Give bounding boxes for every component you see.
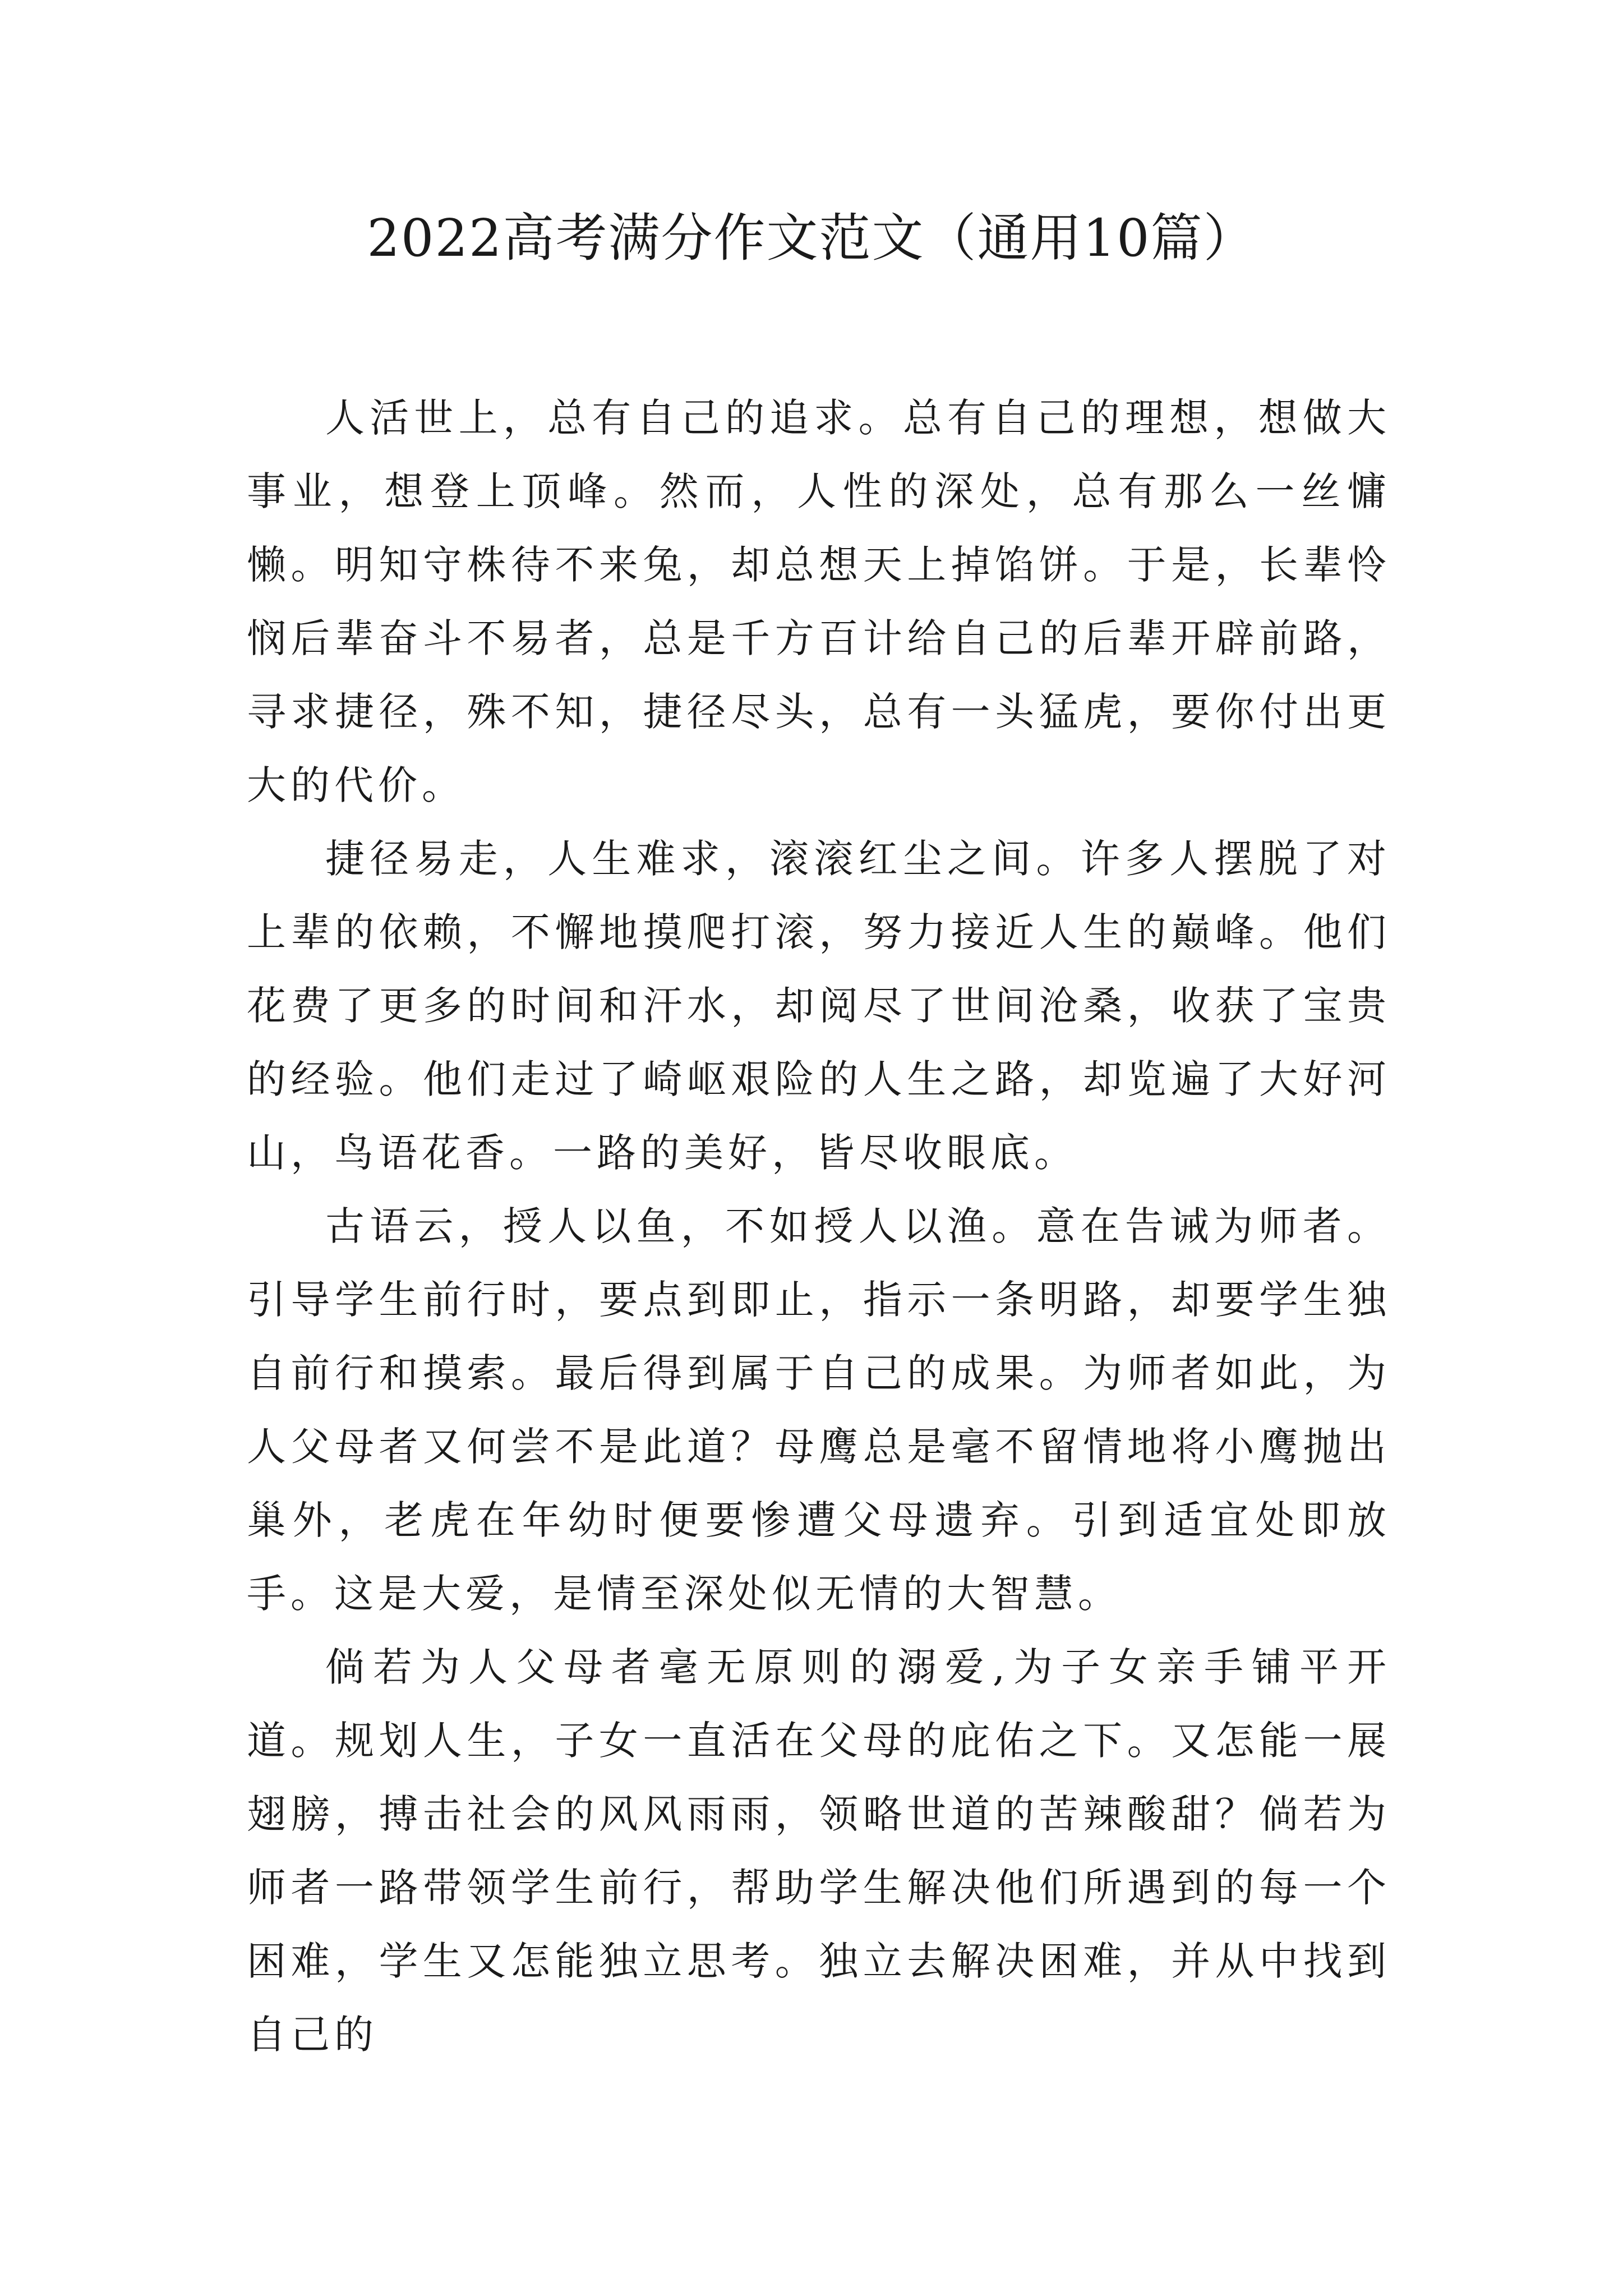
- paragraph-1: 人活世上，总有自己的追求。总有自己的理想，想做大事业，想登上顶峰。然而，人性的深处，总有那么一丝慵懒。明知守株待不来兔，却总想天上掉馅饼。于是，长辈怜悯后辈奋斗不易者，总是千方百计给自己的后辈开辟前路，寻求捷径，殊不知，捷径尽头，总有一头猛虎，要你付出更大的代价。: [247, 395, 1391, 808]
- paragraph-3: 古语云，授人以鱼，不如授人以渔。意在告诫为师者。引导学生前行时，要点到即止，指示一条明路，却要学生独自前行和摸索。最后得到属于自己的成果。为师者如此，为人父母者又何尝不是此道？母鹰总是毫不留情地将小鹰抛出巢外，老虎在年幼时便要惨遭父母遗弃。引到适宜处即放手。这是大爱，是情至深处似无情的大智慧。: [247, 1203, 1391, 1617]
- document-title: 2022高考满分作文范文（通用10篇）: [367, 208, 1256, 268]
- document-body: [247, 381, 1391, 2072]
- paragraph-2: 捷径易走，人生难求，滚滚红尘之间。许多人摆脱了对上辈的依赖，不懈地摸爬打滚，努力接近人生的巅峰。他们花费了更多的时间和汗水，却阅尽了世间沧桑，收获了宝贵的经验。他们走过了崎岖艰险的人生之路，却览遍了大好河山，鸟语花香。一路的美好，皆尽收眼底。: [247, 836, 1391, 1176]
- paragraph-4: 倘若为人父母者毫无原则的溺爱,为子女亲手铺平开道。规划人生，子女一直活在父母的庇佑之下。又怎能一展翅膀，搏击社会的风风雨雨，领略世道的苦辣酸甜？倘若为师者一路带领学生前行，帮助学生解决他们所遇到的每一个困难，学生又怎能独立思考。独立去解决困难，并从中找到自己的: [247, 1644, 1391, 2058]
